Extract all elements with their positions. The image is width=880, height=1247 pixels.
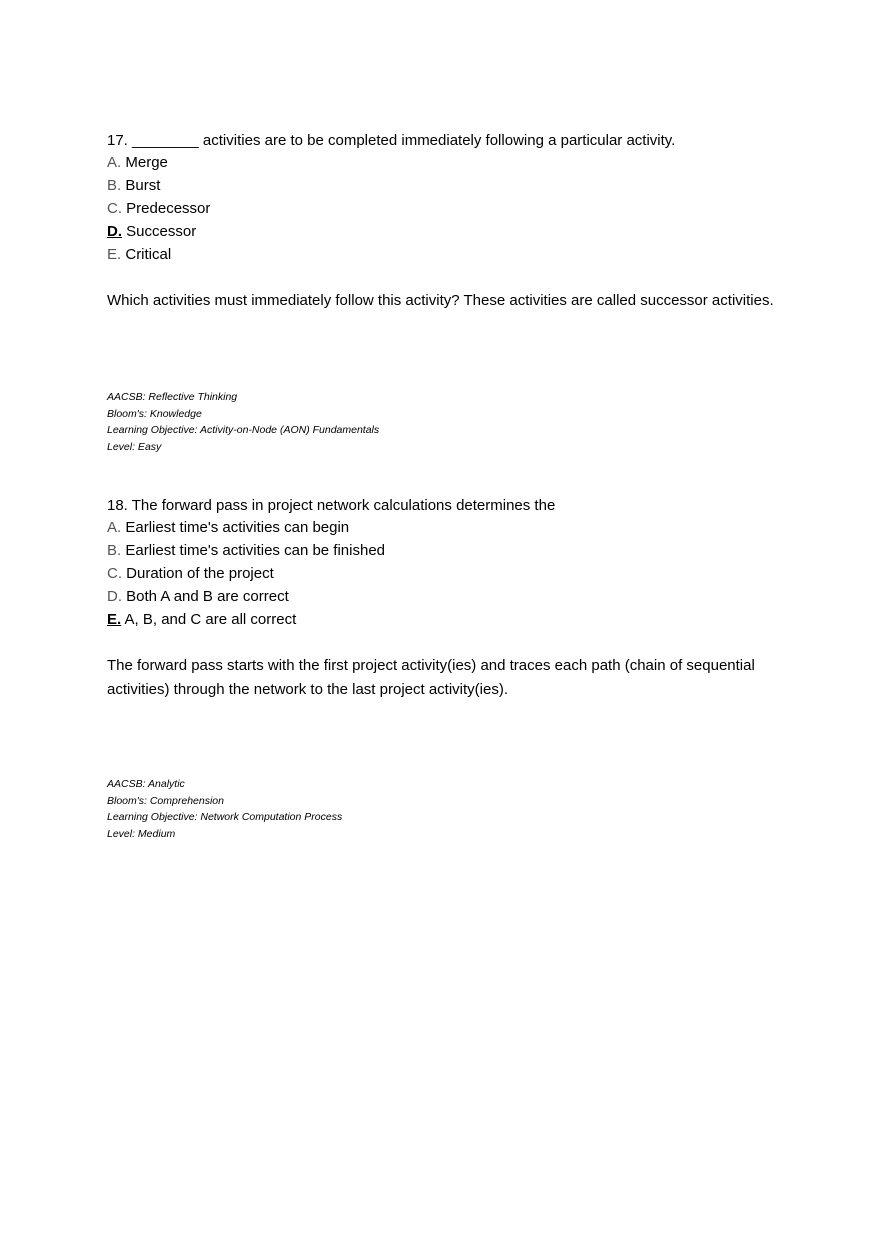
blooms-tag: Bloom's: Knowledge <box>107 407 202 420</box>
learning-objective-tag: Learning Objective: Activity-on-Node (AON) Fundamentals <box>107 424 380 436</box>
answer-option-b <box>107 175 787 198</box>
blooms-tag: Bloom's: Comprehension <box>107 794 224 807</box>
level-tag: Level: Medium <box>107 827 176 840</box>
answer-option-e <box>107 609 787 632</box>
level-tag: Level: Easy <box>107 440 162 453</box>
answer-option-d <box>107 586 787 609</box>
option-letter: D. <box>107 588 122 605</box>
answer-option-d <box>107 221 787 244</box>
answer-explanation: The forward pass starts with the first project activity(ies) and traces each path (chain of sequential activities) through the network to the last project activity(ies). <box>107 657 755 698</box>
option-text: Successor <box>126 223 197 240</box>
option-text: Duration of the project <box>126 565 274 582</box>
answer-option-a <box>107 517 787 540</box>
aacsb-tag: AACSB: Reflective Thinking <box>107 391 238 403</box>
option-letter: A. <box>107 519 122 536</box>
option-text: Burst <box>125 177 161 194</box>
answer-explanation: Which activities must immediately follow this activity? These activities are called successor activities. <box>107 292 774 309</box>
option-text: Predecessor <box>126 200 211 217</box>
question-17 <box>107 130 787 455</box>
option-letter: B. <box>107 542 122 559</box>
option-letter: C. <box>107 565 122 582</box>
answer-option-c <box>107 563 787 586</box>
option-text: Merge <box>125 154 168 171</box>
correct-option-letter: D. <box>107 223 122 240</box>
option-letter: B. <box>107 177 122 194</box>
aacsb-tag: AACSB: Analytic <box>107 778 185 790</box>
option-letter: A. <box>107 154 122 171</box>
question-metadata <box>107 389 787 455</box>
question-18 <box>107 495 787 842</box>
option-text: Earliest time's activities can begin <box>125 519 350 536</box>
option-letter: E. <box>107 246 122 263</box>
answer-option-e <box>107 244 787 267</box>
option-text: A, B, and C are all correct <box>124 611 297 628</box>
option-text: Critical <box>125 246 172 263</box>
option-letter: C. <box>107 200 122 217</box>
correct-option-letter: E. <box>107 611 122 628</box>
answer-option-b <box>107 540 787 563</box>
answer-option-a <box>107 152 787 175</box>
option-text: Both A and B are correct <box>126 588 289 605</box>
question-stem: 17. ________ activities are to be completed immediately following a particular activity. <box>107 132 676 149</box>
option-text: Earliest time's activities can be finished <box>125 542 386 559</box>
question-metadata <box>107 776 787 842</box>
learning-objective-tag: Learning Objective: Network Computation Process <box>107 811 343 823</box>
answer-option-c <box>107 198 787 221</box>
question-stem: 18. The forward pass in project network calculations determines the <box>107 497 556 514</box>
